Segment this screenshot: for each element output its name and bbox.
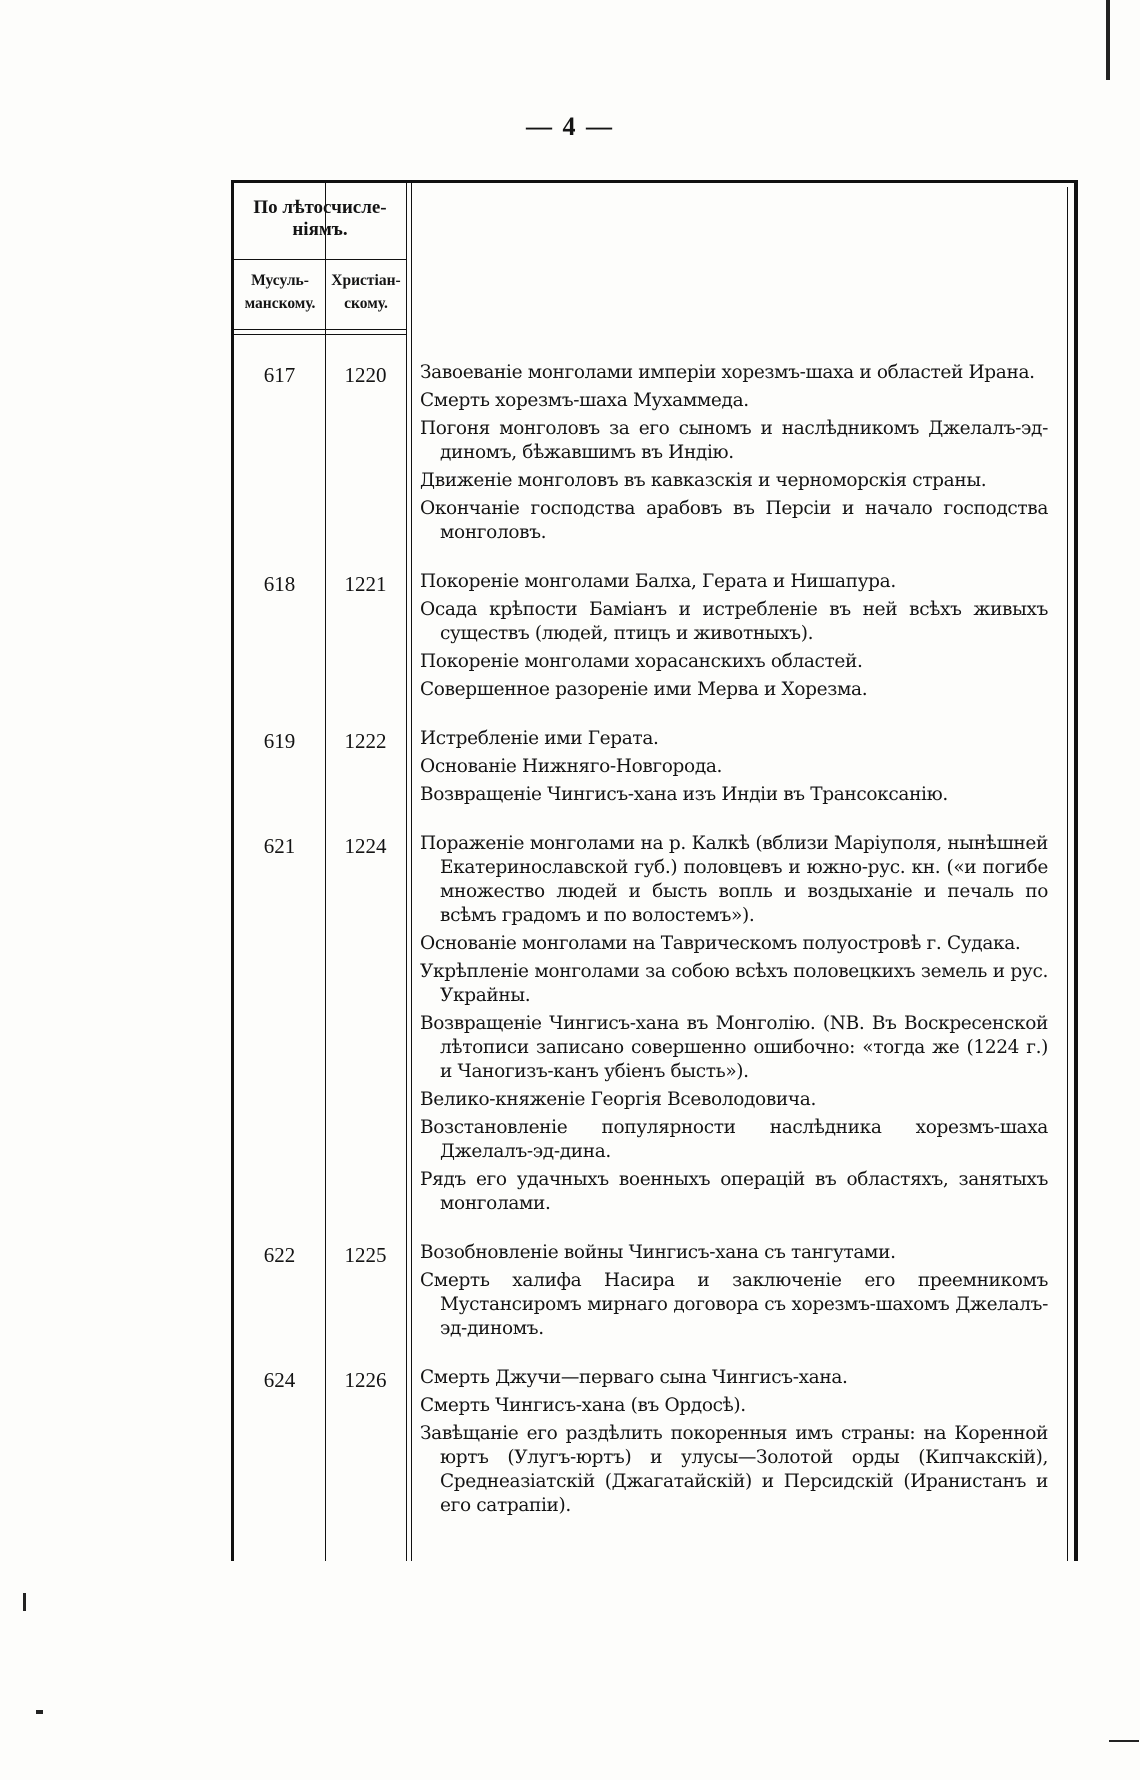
event-list — [420, 832, 1048, 1216]
event-list — [420, 1366, 1048, 1518]
scan-edge-mark — [1106, 0, 1110, 80]
scan-speck — [23, 1593, 26, 1611]
event-text: Окончаніе господства арабовъ въ Персіи и начало господства монголовъ. — [420, 498, 1048, 543]
christian-year: 1222 — [344, 729, 387, 753]
muslim-year: 622 — [263, 1243, 296, 1267]
event-list — [420, 1241, 1048, 1341]
event-text: Смерть Джучи—перваго сына Чингисъ-хана. — [420, 1367, 848, 1388]
muslim-year: 621 — [263, 834, 296, 858]
event-text: Завѣщаніе его раздѣлить покоренныя имъ страны: на Коренной юртъ (Улугъ-юртъ) и улусы—Золотой орды (Кипчакскій), Среднеазіатскій (Джагатайскій) и Персидскій (Иранистанъ и его сатрапіи). — [420, 1423, 1048, 1516]
header-rule — [234, 259, 406, 260]
event-text: Рядъ его удачныхъ военныхъ операцій въ областяхъ, занятыхъ монголами. — [420, 1169, 1048, 1214]
event-text: Возобновленіе войны Чингисъ-хана съ тангутами. — [420, 1242, 896, 1263]
christian-year: 1224 — [344, 834, 387, 858]
chronology-entry — [234, 727, 1074, 807]
header-rule — [234, 334, 406, 335]
chronology-entry — [234, 832, 1074, 1216]
event-text: Возвращеніе Чингисъ-хана изъ Индіи въ Трансоксанію. — [420, 784, 948, 805]
muslim-year: 618 — [263, 572, 296, 596]
chronology-entry — [234, 1241, 1074, 1341]
entries-list — [234, 361, 1074, 1543]
event-text: Осада крѣпости Баміанъ и истребленіе въ ней всѣхъ живыхъ существъ (людей, птицъ и животныхъ). — [420, 599, 1048, 644]
event-text: Велико-княженіе Георгія Всеволодовича. — [420, 1089, 816, 1110]
event-text: Движеніе монголовъ въ кавказскія и черноморскія страны. — [420, 470, 987, 491]
event-text: Смерть хорезмъ-шаха Мухаммеда. — [420, 390, 749, 411]
event-text: Совершенное разореніе ими Мерва и Хорезма. — [420, 679, 868, 700]
header-rule — [234, 329, 406, 330]
chronology-entry — [234, 361, 1074, 545]
event-text: Покореніе монголами Балха, Герата и Нишапура. — [420, 571, 896, 592]
christian-year: 1221 — [344, 572, 387, 596]
chronology-table — [231, 180, 1078, 1561]
chronology-entry — [234, 1366, 1074, 1518]
christian-year: 1220 — [344, 363, 387, 387]
muslim-year: 619 — [263, 729, 296, 753]
scan-edge-mark — [1109, 1740, 1139, 1742]
event-text: Основаніе Нижняго-Новгорода. — [420, 756, 723, 777]
christian-year: 1225 — [344, 1243, 387, 1267]
event-text: Погоня монголовъ за его сыномъ и наслѣдникомъ Джелалъ-эд-диномъ, бѣжавшимъ въ Индію. — [420, 418, 1048, 463]
event-text: Истребленіе ими Герата. — [420, 728, 659, 749]
header-christian-column: Христіан-скому. — [331, 272, 401, 312]
event-text: Покореніе монголами хорасанскихъ областей. — [420, 651, 863, 672]
event-text: Укрѣпленіе монголами за собою всѣхъ половецкихъ земель и рус. Украйны. — [420, 961, 1048, 1006]
christian-year: 1226 — [344, 1368, 387, 1392]
event-list — [420, 570, 1048, 702]
event-text: Возвращеніе Чингисъ-хана въ Монголію. (NB. Въ Воскресенской лѣтописи записано совершенно ошибочно: «тогда же (1224 г.) и Чаногизъ-канъ убіенъ бысть»). — [420, 1013, 1048, 1082]
scan-speck — [36, 1710, 43, 1714]
chronology-entry — [234, 570, 1074, 702]
event-text: Основаніе монголами на Таврическомъ полуостровѣ г. Судака. — [420, 933, 1021, 954]
muslim-year: 624 — [263, 1368, 296, 1392]
header-muslim-column: Мусуль-манскому. — [244, 272, 316, 312]
muslim-year: 617 — [263, 363, 296, 387]
event-text: Возстановленіе популярности наслѣдника хорезмъ-шаха Джелалъ-эд-дина. — [420, 1117, 1048, 1162]
header-calendar-title: По лѣтосчисле-ніямъ. — [253, 197, 387, 240]
event-list — [420, 361, 1048, 545]
event-text: Смерть Чингисъ-хана (въ Ордосѣ). — [420, 1395, 746, 1416]
page-number: — 4 — — [526, 112, 614, 141]
event-text: Пораженіе монголами на р. Калкѣ (вблизи Маріуполя, нынѣшней Екатеринославской губ.) половцевъ и южно-рус. кн. («и погибе множество людей и бысть вопль и воздыханіе и печаль по всѣмъ градомъ и по волостемъ»). — [420, 833, 1048, 926]
event-text: Смерть халифа Насира и заключеніе его преемникомъ Мустансиромъ мирнаго договора съ хорезмъ-шахомъ Джелалъ-эд-диномъ. — [420, 1270, 1048, 1339]
event-list — [420, 727, 1048, 807]
event-text: Завоеваніе монголами имперіи хорезмъ-шаха и областей Ирана. — [420, 362, 1035, 383]
